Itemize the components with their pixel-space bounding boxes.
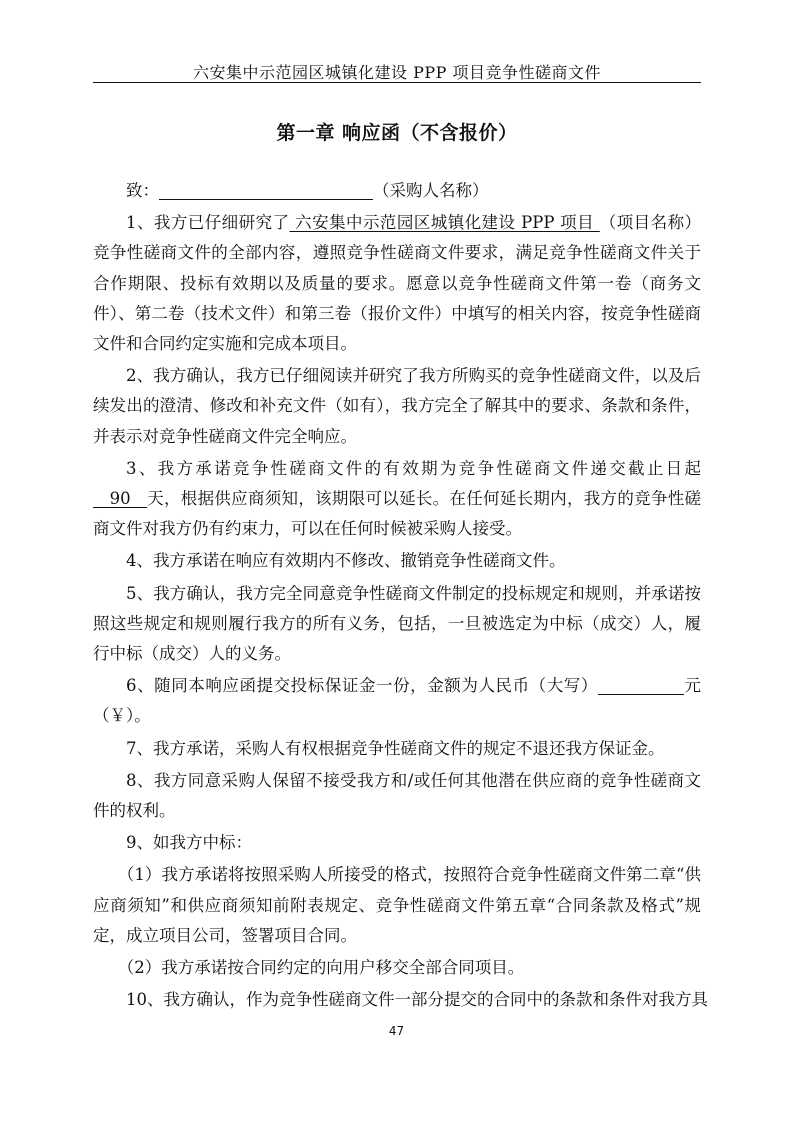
p3-text-b: 天，根据供应商须知，该期限可以延长。在任何延长期内，我方的竞争性磋商文件对我方仍有约束力，可以在任何时候被采购人接受。 [93,489,702,539]
p1-text-a: 1、我方已仔细研究了 [126,213,290,233]
letter-body [93,176,708,1017]
p6-text-c: ）。 [126,706,151,726]
purchaser-name-blank [159,179,373,200]
paragraph-9: 9、如我方中标： [126,833,252,853]
paragraph-3 [93,454,701,545]
running-header: 六安集中示范园区城镇化建设 PPP 项目竞争性磋商文件 [193,63,601,82]
project-name: 六安集中示范园区城镇化建设 PPP 项目 [289,213,600,233]
validity-days: 90 [93,489,148,509]
paragraph-5: 5、我方确认，我方完全同意竞争性磋商文件制定的投标规定和规则，并承诺按照这些规定和规则履行我方的所有义务，包括，一旦被选定为中标（成交）人，履行中标（成交）人的义务。 [93,583,701,664]
header-divider [93,82,701,83]
p3-text-a: 3、我方承诺竞争性磋商文件的有效期为竞争性磋商文件递交截止日起 [126,458,701,478]
paragraph-8: 8、我方同意采购人保留不接受我方和/或任何其他潜在供应商的竞争性磋商文件的权利。 [93,770,701,821]
salutation-suffix: （采购人名称） [373,181,489,200]
amount-blank [598,674,684,695]
paragraph-4: 4、我方承诺在响应有效期内不修改、撤销竞争性磋商文件。 [126,551,566,571]
p6-text-a: 6、随同本响应函提交投标保证金一份，金额为人民币（大写） [126,676,598,696]
p6-text-b: 元（￥ [93,676,702,726]
page-number: 47 [388,1024,405,1038]
paragraph-2: 2、我方确认，我方已仔细阅读并研究了我方所购买的竞争性磋商文件，以及后续发出的澄清、修改和补充文件（如有），我方完全了解其中的要求、条款和条件，并表示对竞争性磋商文件完全响应。 [93,366,701,446]
chapter-title: 第一章 响应函（不含报价） [276,122,518,144]
paragraph-10: 10、我方确认，作为竞争性磋商文件一部分提交的合同中的条款和条件对我方具 [126,990,708,1010]
paragraph-7: 7、我方承诺，采购人有权根据竞争性磋商文件的规定不退还我方保证金。 [126,738,665,758]
salutation-prefix: 致： [126,181,159,200]
paragraph-6 [93,671,701,731]
paragraph-1 [93,208,701,359]
paragraph-9-1: （1）我方承诺将按照采购人所接受的格式，按照符合竞争性磋商文件第二章“供应商须知”和供应商须知前附表规定、竞争性磋商文件第五章“合同条款及格式”规定，成立项目公司，签署项目合同。 [93,865,701,945]
salutation-line [93,176,701,206]
paragraph-9-2: （2）我方承诺按合同约定的向用户移交全部合同项目。 [117,958,525,978]
p1-text-b: （项目名称）竞争性磋商文件的全部内容，遵照竞争性磋商文件要求，满足竞争性磋商文件关于合作期限、投标有效期以及质量的要求。愿意以竞争性磋商文件第一卷（商务文件）、第二卷（技术文件）和第三卷（报价文件）中填写的相关内容，按竞争性磋商文件和合同约定实施和完成本项目。 [93,213,702,354]
